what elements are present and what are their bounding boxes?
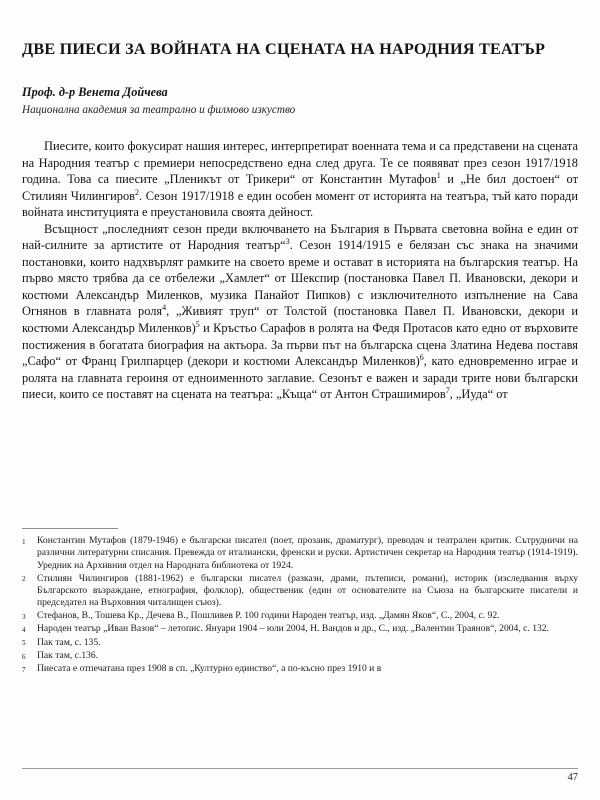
body-paragraph-2 [22,221,578,403]
footnote-number: 6 [22,652,26,661]
footnote-number: 3 [22,612,26,621]
footnote-number: 4 [22,625,26,634]
body-text [22,138,578,403]
footnote-ref-7[interactable]: 7 [445,386,450,396]
author-name: Проф. д-р Венета Дойчева [22,85,168,99]
paragraph-2-segment-5: , като едновременно играе и ролята на главната героиня от едноименното заглавие. Сезонът е важен и заради трите нови български пиеси, които се поставят на сцената на театъра: „Къща“ от Антон Страшимиров [22,354,579,402]
footnote-item [22,535,578,572]
footnote-text: Константин Мутафов (1879-1946) е български писател (поет, прозаик, драматург), преводач и театрален критик. Сътрудничи на различни литературни списания. Превежда от италиански, френски и руски. Артистичен секретар на Народния театър (1914-1919). Уредник на Архивния отдел на Народната библиотека от 1924. [37,535,578,571]
footnote-ref-3[interactable]: 3 [285,237,290,247]
footnote-number: 2 [22,575,26,584]
page-number: 47 [567,772,578,783]
paragraph-2-segment-6: , „Иуда“ от [449,387,508,402]
footnote-ref-6[interactable]: 6 [419,352,424,362]
footnote-text: Пак там, с. 135. [37,636,101,648]
footnote-item [22,650,578,663]
footnote-separator-rule [22,528,118,529]
paragraph-2-segment-4: и Кръстьо Сарафов в ролята на Федя Протасов като едно от върховите постижения в богатата биография на актьора. За първи път на българска сцена Златина Недева поставя „Сафо“ от Франц Грилпарцер (декори и костюми Александър Миленков) [22,321,578,369]
footnote-item [22,623,578,636]
footnote-ref-4[interactable]: 4 [162,303,167,313]
paragraph-2-segment-2: . Сезон 1914/1915 е белязан със знака на значими постановки, които надхвърлят рамките на своето време и остават в историята на българския театър. На първо място трябва да се отбележи „Хамлет“ от Шекспир (постановка Павел П. Ивановски, декори и костюми Александър Миленков, музика Панайот Пипков) с изключителното изпълнение на Сава Огнянов в главната роля [22,238,578,319]
paragraph-2-segment-3: , „Живият труп“ от Толстой (постановка Павел П. Ивановски, декори и костюми Александър Миленков) [22,304,578,336]
paragraph-2-segment-1: Всъщност „последният сезон преди включването на България в Първата световна война е един от най-силните за артистите от Народния театър“ [22,221,578,253]
footnote-number: 7 [22,665,26,674]
footnote-ref-1[interactable]: 1 [436,170,441,180]
page-title: ДВЕ ПИЕСИ ЗА ВОЙНАТА НА СЦЕНАТА НА НАРОДНИЯ ТЕАТЪР [22,40,546,58]
body-paragraph-1 [22,138,578,221]
footnote-item [22,637,578,650]
paragraph-1-segment-2: и „Не бил достоен“ от Стилиян Чилингиров [22,172,578,203]
author-affiliation: Национална академия за театрално и филмово изкуство [22,104,296,116]
footnote-text: Стефанов, В., Тошева Кр., Дечева В., Пошливев Р. 100 години Народен театър, изд. „Дамян Яков“, С., 2004, с. 92. [37,610,500,622]
footnote-text: Народен театър „Иван Вазов“ – летопис. Януари 1904 – юли 2004, Н. Вандов и др., С., изд. „Валентин Траянов“, 2004, с. 132. [37,623,549,635]
footnotes-list [22,535,578,677]
footnote-text: Пиесата е отпечатана през 1908 в сп. „Културно единство“, а по-късно през 1910 и в [37,663,382,675]
footnote-item [22,610,578,623]
footnote-ref-5[interactable]: 5 [195,319,200,329]
footer-separator-rule [22,768,578,769]
footnote-item [22,573,578,610]
footnote-item [22,663,578,676]
author-block [22,85,578,116]
footnote-number: 1 [22,537,26,546]
footnote-text: Стилиян Чилингиров (1881-1962) е български писател (разкази, драми, пътеписи, романи), историк (изследвания върху Българското възраждане, етнография, фолклор), общественик (един от основателите на Съюза на българските писатели и председател на Върховния читалищен съюз). [37,572,578,609]
paragraph-1-segment-3: . Сезон 1917/1918 е един особен момент от историята на театъра, тъй като поради войната институцията е преустановила своята дейност. [22,188,578,220]
footnote-number: 5 [22,639,26,648]
footnote-text: Пак там, с.136. [37,650,99,662]
paragraph-1-segment-1: Пиесите, които фокусират нашия интерес, интерпретират военната тема и са представени на сцената на Народния театър с премиери непосредствено една след друга. Те се появяват през сезон 1917/1918 година. Това са пиесите „Пленикът от Трикери“ от Константин Мутафов [22,139,578,187]
footnote-ref-2[interactable]: 2 [135,187,139,197]
